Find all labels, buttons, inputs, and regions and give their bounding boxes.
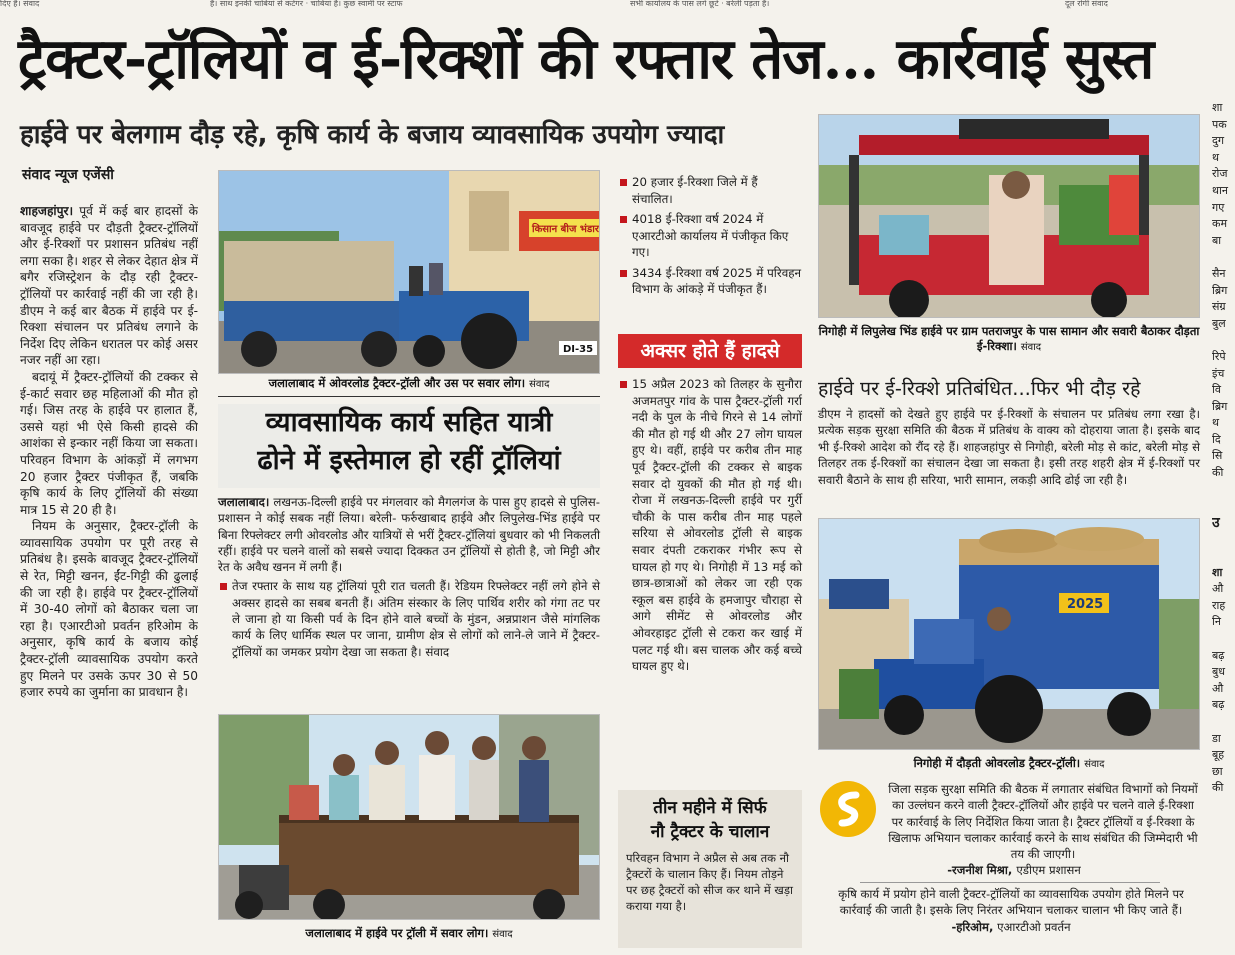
section2-dateline: जलालाबाद। xyxy=(218,495,270,509)
strip-line: उ xyxy=(1212,514,1220,531)
photo3-caption-text: निगोही में लिपुलेख भिंड हाईवे पर ग्राम पतराजपुर के पास सामान और सवारी बैठाकर दौड़ता ई-रिक्शा। xyxy=(818,324,1200,353)
section2-paragraph-1: लखनऊ-दिल्ली हाईवे पर मंगलवार को मैगलगंज के पास हुए हादसे से पुलिस-प्रशासन ने कोई सबक नहीं लिया। बरेली- फर्रुखाबाद हाईवे और लिपुलेख-भिंड हाईवे पर बिना रिफ्लेक्टर लगी ओवरलोड और यात्रियों से भरीं ट्रैक्टर-ट्रॉलियां बुधवार को भी निकलती रहीं। हाईवे पर चलने वालों को सबसे ज्यादा दिक्कत उन ट्रॉलियों से होती है, जो मिट्टी और रेत के अवैध खनन में लगी हैं। xyxy=(218,495,600,575)
subheadline: हाईवे पर बेलगाम दौड़ रहे, कृषि कार्य के बजाय व्यावसायिक उपयोग ज्यादा xyxy=(20,120,725,150)
top-strip xyxy=(0,0,1235,10)
strip-line: कम xyxy=(1212,217,1228,231)
strip-line: बुल xyxy=(1212,316,1226,330)
photo-e-rickshaw xyxy=(818,114,1200,318)
strip-line: दुग xyxy=(1212,134,1225,148)
photo1-caption-text: जलालाबाद में ओवरलोड ट्रैक्टर-ट्रॉली और उस पर सवार लोग। xyxy=(268,376,526,390)
strip-line: दि xyxy=(1212,432,1221,446)
photo-people-on-trolley xyxy=(218,714,600,920)
story-paragraph-3: नियम के अनुसार, ट्रैक्टर-ट्रॉली के व्यावसायिक उपयोग पर पूरी तरह से प्रतिबंध है। इसके बावजूद ट्रैक्टर-ट्रॉलियों से रेत, मिट्टी खनन, ईंट-गिट्टी की ढुलाई की जा रही है। हाईवे पर ट्रैक्टर-ट्रॉलियों में 30-40 लोगों को बैठाकर चला जा रहा है। एआरटीओ प्रवर्तन हरिओम के अनुसार, कृषि कार्य के बजाय कोई ट्रैक्टर-ट्रॉली व्यावसायिक उपयोग करते हुए मिलने पर उसके ऊपर 30 से 50 हजार रुपये का जुर्माना का प्रावधान है। xyxy=(20,519,198,700)
story-paragraph-1: पूर्व में कई बार हादसों के बावजूद हाईवे पर दौड़ती ट्रैक्टर-ट्रॉलियों और ई-रिक्शों पर प्रशासन प्रतिबंध नहीं लगा सका है। शहर से लेकर देहात क्षेत्र में बगैर रजिस्ट्रेशन के दौड़ रही ट्रैक्टर-ट्रॉलियों पर कार्रवाई नहीं की जा रही है। डीएम ने कई बार बैठक में हाईवे पर ई-रिक्शा संचालन पर प्रतिबंध लगाने के निर्देश दिए लेकिन धरातल पर कोई असर नजर नहीं आ रहा। xyxy=(20,204,198,368)
people-on-trolley-illustration xyxy=(219,715,600,920)
strip-line: थ xyxy=(1212,150,1220,164)
strip-line: संग्र xyxy=(1212,300,1226,314)
photo2-credit: संवाद xyxy=(492,929,513,940)
byline: संवाद न्यूज एजेंसी xyxy=(22,167,114,183)
strip-line: सि xyxy=(1212,449,1223,463)
stat-item: 4018 ई-रिक्शा वर्ष 2024 में एआरटीओ कार्यालय में पंजीकृत किए गए। xyxy=(618,211,802,261)
quote-arto-author: -हरिओम, xyxy=(951,919,994,934)
strip-line: गए xyxy=(1212,200,1225,214)
section2-heading xyxy=(218,404,600,488)
e-rickshaw-illustration xyxy=(819,115,1200,318)
strip-line xyxy=(1212,631,1235,648)
photo-overloaded-trolley-nigohi xyxy=(818,518,1200,750)
strip-line: औ xyxy=(1212,582,1224,596)
challan-heading xyxy=(618,790,802,844)
top-strip-text-3: सभी कार्यालय के पास लगे छूटे · बरेली पड़ता है। xyxy=(630,0,770,8)
strip-line xyxy=(1212,531,1235,548)
quote-arto xyxy=(822,886,1200,935)
number-plate: DI-35 xyxy=(563,344,594,355)
tractor-trolley-illustration xyxy=(219,171,600,374)
section2-text xyxy=(218,494,600,660)
strip-line xyxy=(1212,332,1235,349)
strip-line: बूह xyxy=(1212,748,1225,762)
main-story-text xyxy=(20,203,198,948)
adjacent-story-strip xyxy=(1212,100,1235,955)
strip-line: बढ़ xyxy=(1212,648,1225,662)
section2-paragraph-2: तेज रफ्तार के साथ यह ट्रॉलियां पूरी रात चलती हैं। रेडियम रिफ्लेक्टर नहीं लगे होने से अक्सर हादसे का सबब बनती हैं। अंतिम संस्कार के लिए पार्थिव शरीर को गंगा तट पर ले जाना हो या किसी पर्व के दिन होने वाले बच्चों के मुंडन, अन्नप्राशन जैसे मांगलिक कार्य के लिए धार्मिक स्थल पर जाना, ग्रामीण क्षेत्र से लोगों को लाने-ले जाने में ट्रैक्टर-ट्रॉलियों का जमकर प्रयोग देखा जा सकता है। xyxy=(232,579,600,659)
dateline: शाहजहांपुर। xyxy=(20,204,74,218)
challan-heading-line2: नौ ट्रैक्टर के चालान xyxy=(650,822,770,842)
strip-line: वि xyxy=(1212,383,1221,397)
stat-item: 20 हजार ई-रिक्शा जिले में हैं संचालित। xyxy=(618,174,802,207)
quote-adm-role: एडीएम प्रशासन xyxy=(1016,863,1081,878)
quote-arto-role: एआरटीओ प्रवर्तन xyxy=(997,919,1071,934)
strip-line: पक xyxy=(1212,117,1227,131)
top-strip-text-2: हैं। साथ इनकी चाबियां से कटेंगर · चाबियां हैं। कुछ स्वामी पर स्टाफ xyxy=(210,0,403,8)
challan-heading-line1: तीन महीने में सिर्फ xyxy=(653,798,767,818)
strip-line xyxy=(1212,482,1235,499)
section3-text: डीएम ने हादसों को देखते हुए हाईवे पर ई-रिक्शों के संचालन पर प्रतिबंध लगा रखा है। प्रत्येक सड़क सुरक्षा समिति की बैठक में प्रतिबंध के वाक्य को दोहराया जाता है। इसके बाद भी ई-रिक्शे आदेश को रौंद रहे हैं। शाहजहांपुर से निगोही, बरेली मोड़ से कांट, बरेली मोड़ से तिलहर तक ई-रिक्शों का संचालन देखा जा सकता है। इसी तरह शहरी क्षेत्र में ई-रिक्शों पर सवारी बैठाने के साथ ही सरिया, भारी सामान, लकड़ी आदि ढोई जा रही है। xyxy=(818,407,1200,487)
strip-line: इंच xyxy=(1212,366,1225,380)
strip-line: सैन xyxy=(1212,266,1226,280)
accidents-heading: अक्सर होते हैं हादसे xyxy=(618,334,802,368)
headline: ट्रैक्टर-ट्रॉलियों व ई-रिक्शों की रफ्तार तेज... कार्रवाई सुस्त xyxy=(18,26,1154,92)
strip-line: की xyxy=(1212,781,1224,795)
strip-line: थान xyxy=(1212,183,1228,197)
strip-line: डा xyxy=(1212,731,1221,745)
strip-line: नि xyxy=(1212,615,1221,629)
photo4-caption-text: निगोही में दौड़ती ओवरलोड ट्रैक्टर-ट्रॉली। xyxy=(913,756,1081,770)
story-paragraph-2: बदायूं में ट्रैक्टर-ट्रॉलियों की टक्कर से ई-कार्ट सवार छह महिलाओं की मौत हो गई। जिस तरह के हाईवे पर हालात हैं, उससे यहां भी ऐसे किसी हादसे की आशंका से इन्कार नहीं किया जा सकता। परिवहन विभाग के आंकड़ों में लगभग 20 हजार ट्रैक्टर पंजीकृत हैं, जबकि कृषि कार्य के लिए ट्रॉलियों की संख्या मात्र 15 से 20 ही है। xyxy=(20,369,198,517)
top-strip-text-4: दूल रोगी संवाद xyxy=(1065,0,1108,8)
photo3-caption xyxy=(818,324,1200,355)
quote-adm xyxy=(828,781,1200,879)
strip-line: थ xyxy=(1212,416,1220,430)
challan-box xyxy=(618,790,802,948)
shop-sign: किसान बीज भंडार xyxy=(532,224,599,235)
strip-line: ब्रिग xyxy=(1212,283,1228,297)
strip-line: ब्रिग xyxy=(1212,399,1228,413)
trolley-label: 2025 xyxy=(1067,597,1104,612)
strip-line: बुध xyxy=(1212,665,1226,679)
photo4-credit: संवाद xyxy=(1084,759,1105,770)
quote-adm-author: -रजनीश मिश्रा, xyxy=(947,863,1013,878)
strip-line: शा xyxy=(1212,565,1223,579)
strip-line: रिपे xyxy=(1212,349,1226,363)
strip-line: शा xyxy=(1212,101,1223,114)
section2-credit: संवाद xyxy=(425,644,450,659)
stats-list xyxy=(618,174,802,298)
strip-line xyxy=(1212,249,1235,266)
section2-heading-line2: ढोने में इस्तेमाल हो रहीं ट्रॉलियां xyxy=(257,445,561,476)
stat-item: 3434 ई-रिक्शा वर्ष 2025 में परिवहन विभाग के आंकड़े में पंजीकृत हैं। xyxy=(618,265,802,298)
challan-text: परिवहन विभाग ने अप्रैल से अब तक नौ ट्रैक्टरों के चालान किए हैं। नियम तोड़ने पर छह ट्रैक्टरों को सीज कर थाने में खड़ा कराया गया है। xyxy=(626,851,793,913)
strip-line: बा xyxy=(1212,233,1222,247)
strip-line: राह xyxy=(1212,598,1226,612)
quote-adm-text: जिला सड़क सुरक्षा समिति की बैठक में लगातार संबंधित विभागों को नियमों का उल्लंघन करने वाली ट्रैक्टर-ट्रॉलियों और हाईवे पर चलने वाले ई-रिक्शा पर कार्रवाई के लिए निर्देशित किया जाता है। ट्रैक्टर ट्रॉलियों व ई-रिक्शा के खिलाफ अभियान चलाकर कार्रवाई करने के साथ संबंधित की जिम्मेदारी भी तय की जाएगी। xyxy=(888,782,1198,862)
overloaded-trolley-illustration xyxy=(819,519,1200,750)
photo4-caption xyxy=(818,756,1200,772)
strip-line: बढ़ xyxy=(1212,698,1225,712)
photo-overloaded-tractor xyxy=(218,170,600,374)
photo3-credit: संवाद xyxy=(1020,342,1042,353)
accidents-paragraph: 15 अप्रैल 2023 को तिलहर के सुनौरा अजमतपुर गांव के पास ट्रैक्टर-ट्रॉली गर्रा नदी के पुल के नीचे गिरने से 14 लोगों की मौत हो गई थी और 27 लोग घायल हुए थे। वहीं, हाईवे पर करीब तीन माह पूर्व ट्रैक्टर-ट्रॉली की टक्कर से बाइक सवार दो युवकों की मौत हो गई थी। रोजा में लखनऊ-दिल्ली हाईवे पर गुर्री चौकी के पास करीब तीन माह पहले सरिया से ओवरलोड ट्रॉली से बाइक सवार दंपती टकराकर गंभीर रूप से घायल हो गए थे। निगोही में 13 मई को छात्र-छात्राओं को लेकर जा रही एक स्कूल बस हाईवे के हमजापुर चौराहा से आगे सीमेंट से ओवरलोड और ओवरहाइट ट्रॉली से टकरा कर खाई में पलट गई थी। बस चालक और कई बच्चे घायल हुए थे। xyxy=(618,376,802,675)
strip-line: रोज xyxy=(1212,167,1228,181)
strip-line xyxy=(1212,498,1235,515)
photo2-caption-text: जलालाबाद में हाईवे पर ट्रॉली में सवार लोग। xyxy=(305,926,489,940)
accidents-text xyxy=(618,376,802,675)
divider xyxy=(218,396,600,397)
photo1-credit: संवाद xyxy=(529,379,550,390)
strip-line: औ xyxy=(1212,681,1224,695)
strip-line: छा xyxy=(1212,764,1223,778)
photo2-caption xyxy=(218,926,600,942)
quote-arto-text: कृषि कार्य में प्रयोग होने वाली ट्रैक्टर-ट्रॉलियों का व्यावसायिक उपयोग होते मिलने पर कार्रवाई की जाती है। इसके लिए निरंतर अभियान चलाकर चालान भी किए जाते हैं। xyxy=(838,887,1184,918)
divider xyxy=(860,882,1160,883)
top-strip-text-1: दिए हैं। संवाद xyxy=(0,0,40,8)
strip-line: की xyxy=(1212,466,1224,480)
strip-line xyxy=(1212,548,1235,565)
strip-line xyxy=(1212,714,1235,731)
section3-heading: हाईवे पर ई-रिक्शे प्रतिबंधित...फिर भी दौड़ रहे xyxy=(818,377,1141,400)
section2-heading-line1: व्यावसायिक कार्य सहित यात्री xyxy=(265,407,553,438)
photo1-caption xyxy=(218,376,600,392)
